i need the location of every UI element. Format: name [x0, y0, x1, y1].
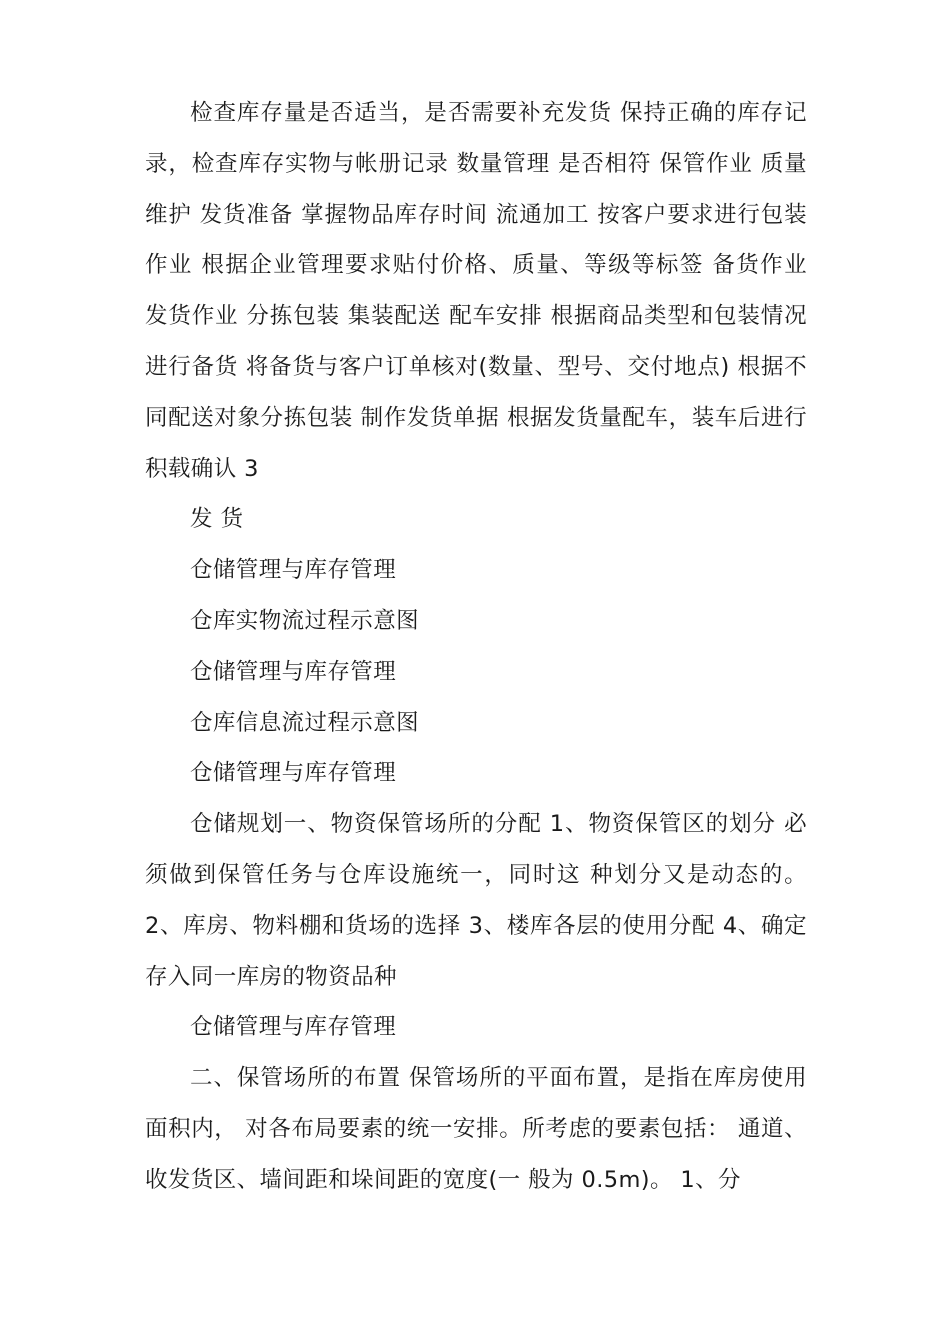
section-label-shipping: 发 货 [190, 506, 244, 533]
section-title-storage-inventory-management: 仓储管理与库存管理 [190, 1014, 397, 1041]
caption-physical-flow-diagram: 仓库实物流过程示意图 [190, 607, 420, 634]
document-body [145, 88, 807, 1206]
section-title-storage-inventory-management: 仓储管理与库存管理 [190, 760, 397, 787]
paragraph-storage-planning: 仓储规划一、物资保管场所的分配 1、物资保管区的划分 必须做到保管任务与仓库设施统一，同时这 种划分又是动态的。 2、库房、物料棚和货场的选择 3、楼库各层的使用分配 4、确定存入同一库房的物资品种 [145, 811, 807, 990]
section-title-storage-inventory-management: 仓储管理与库存管理 [190, 658, 397, 685]
paragraph-warehouse-operations: 检查库存量是否适当，是否需要补充发货 保持正确的库存记录，检查库存实物与帐册记录 数量管理 是否相符 保管作业 质量维护 发货准备 掌握物品库存时间 流通加工 按客户要求进行包装作业 根据企业管理要求贴付价格、质量、等级等标签 备货作业 发货作业 分拣包装 集装配送 配车安排 根据商品类型和包装情况进行备货 将备货与客户订单核对(数量、型号、交付地点) 根据不同配送对象分拣包装 制作发货单据 根据发货量配车，装车后进行积载确认 3 [145, 100, 807, 482]
section-title-storage-inventory-management: 仓储管理与库存管理 [190, 557, 397, 584]
caption-information-flow-diagram: 仓库信息流过程示意图 [190, 709, 420, 736]
paragraph-storage-layout: 二、保管场所的布置 保管场所的平面布置，是指在库房使用面积内， 对各布局要素的统一安排。所考虑的要素包括： 通道、收发货区、墙间距和垛间距的宽度(一 般为 0.5m)。 1、分 [145, 1065, 807, 1193]
